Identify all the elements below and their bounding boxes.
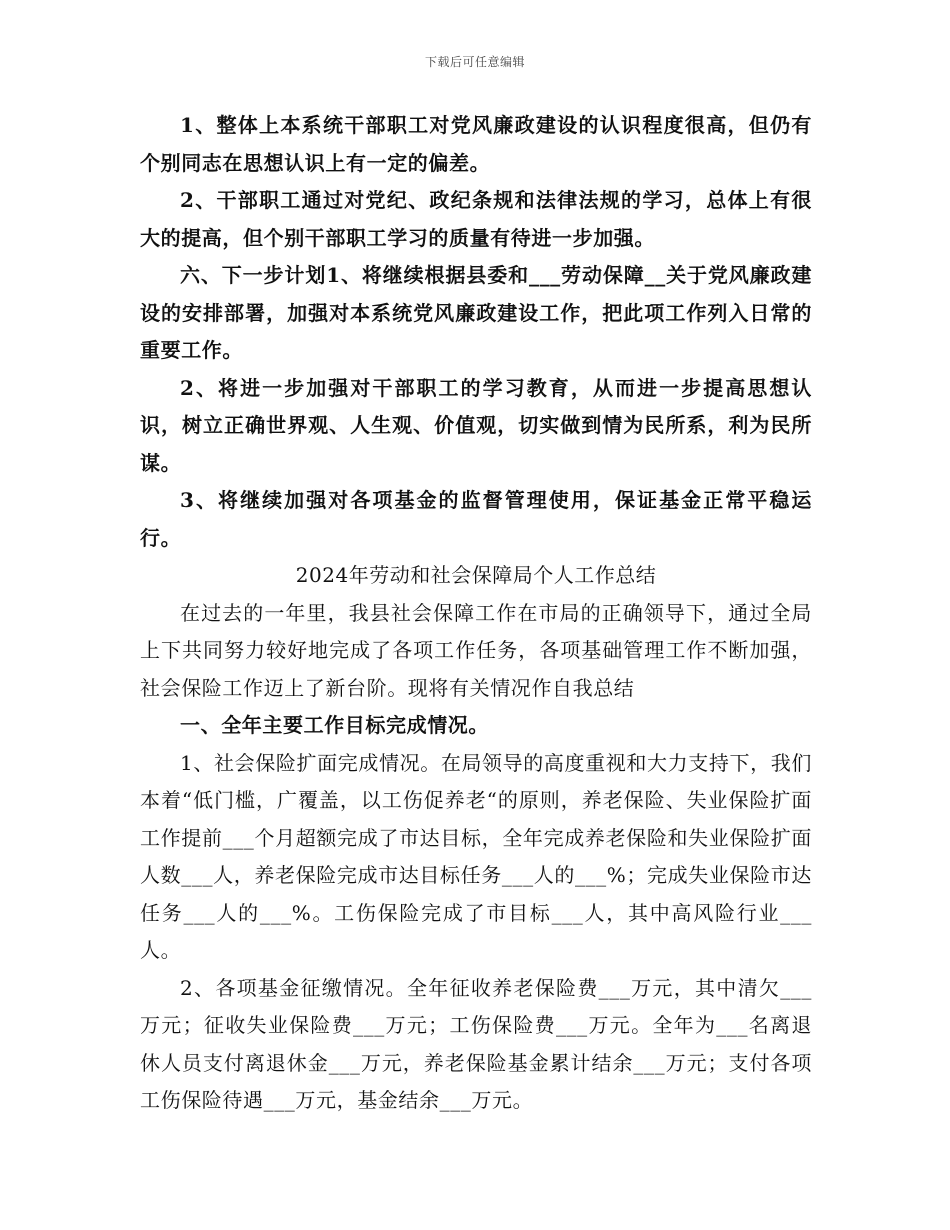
paragraph-awareness: 1、整体上本系统干部职工对党风廉政建设的认识程度很高，但仍有个别同志在思想认识上有一定的偏差。 [140,113,812,175]
section-heading: 一、全年主要工作目标完成情况。 [180,713,489,737]
paragraph-study-improvement: 2、干部职工通过对党纪、政纪条规和法律法规的学习，总体上有很大的提高，但个别干部职工学习的质量有待进一步加强。 [140,188,812,250]
page-header: 下载后可任意编辑 [424,55,525,69]
paragraph-intro: 在过去的一年里，我县社会保障工作在市局的正确领导下，通过全局上下共同努力较好地完成了各项工作任务，各项基础管理工作不断加强，社会保险工作迈上了新台阶。现将有关情况作自我总结 [140,600,812,700]
document-body [140,107,812,1120]
paragraph-insurance-expansion: 1、社会保险扩面完成情况。在局领导的高度重视和大力支持下，我们本着“低门槛，广覆盖，以工伤促养老“的原则，养老保险、失业保险扩面工作提前___个月超额完成了市达目标，全年完成养老保险和失业保险扩面人数___人，养老保险完成市达目标任务___人的___%；完成失业保险市达任务___人的___%。工伤保险完成了市目标___人，其中高风险行业___人。 [140,750,812,962]
paragraph-fund-supervision: 3、将继续加强对各项基金的监督管理使用，保证基金正常平稳运行。 [140,488,812,550]
paragraph-education: 2、将进一步加强对干部职工的学习教育，从而进一步提高思想认识，树立正确世界观、人生观、价值观，切实做到情为民所系，利为民所谋。 [140,375,812,475]
document-title: 2024年劳动和社会保障局个人工作总结 [295,563,657,587]
paragraph-fund-collection: 2、各项基金征缴情况。全年征收养老保险费___万元，其中清欠___万元；征收失业保险费___万元；工伤保险费___万元。全年为___名离退休人员支付离退休金___万元，养老保险基金累计结余___万元；支付各项工伤保险待遇___万元，基金结余___万元。 [140,975,812,1112]
paragraph-next-plan: 六、下一步计划1、将继续根据县委和___劳动保障__关于党风廉政建设的安排部署，加强对本系统党风廉政建设工作，把此项工作列入日常的重要工作。 [140,263,812,362]
